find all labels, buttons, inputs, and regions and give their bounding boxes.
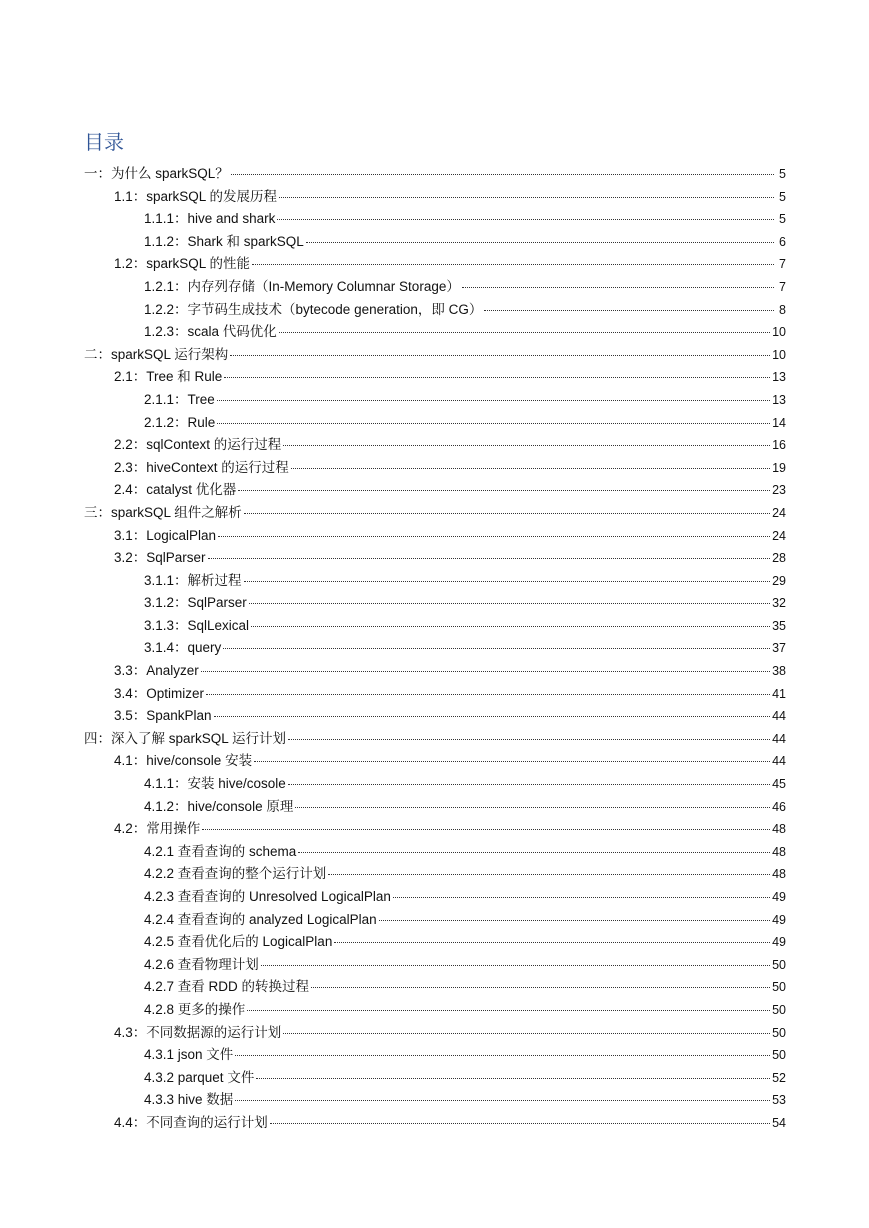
toc-dot-leader	[214, 715, 771, 717]
toc-entry[interactable]	[84, 479, 786, 502]
toc-entry-page-number: 13	[772, 392, 786, 407]
toc-entry[interactable]	[84, 163, 786, 186]
toc-entry-label: 4.3.3 hive 数据	[144, 1092, 234, 1108]
toc-entry[interactable]	[84, 705, 786, 728]
toc-entry-label: 1.2.2：字节码生成技术（bytecode generation，即 CG）	[144, 301, 483, 317]
toc-entry[interactable]	[84, 841, 786, 864]
toc-dot-leader	[288, 783, 770, 785]
toc-dot-leader	[288, 738, 770, 740]
toc-dot-leader	[252, 263, 774, 265]
toc-entry[interactable]	[84, 863, 786, 886]
toc-entry[interactable]	[84, 976, 786, 999]
toc-entry-label: 一：为什么 sparkSQL？	[84, 166, 229, 181]
toc-dot-leader	[217, 422, 770, 424]
toc-dot-leader	[202, 828, 770, 830]
toc-entry-label: 3.1.3：SqlLexical	[144, 617, 250, 633]
toc-entry[interactable]	[84, 1112, 786, 1135]
toc-entry[interactable]	[84, 502, 786, 525]
toc-entry[interactable]	[84, 750, 786, 773]
toc-entry[interactable]	[84, 796, 786, 819]
toc-dot-leader	[279, 196, 774, 198]
toc-entry[interactable]	[84, 683, 786, 706]
toc-entry[interactable]	[84, 186, 786, 209]
toc-dot-leader	[393, 896, 770, 898]
toc-entry[interactable]	[84, 773, 786, 796]
toc-entry-label: 1.1.1：hive and shark	[144, 211, 276, 227]
toc-dot-leader	[484, 309, 774, 311]
toc-entry-label: 2.4：catalyst 优化器	[114, 482, 237, 498]
toc-entry-page-number: 52	[772, 1070, 786, 1085]
toc-entry[interactable]	[84, 547, 786, 570]
toc-entry[interactable]	[84, 389, 786, 412]
toc-entry[interactable]	[84, 231, 786, 254]
toc-entry-page-number: 50	[772, 1048, 786, 1063]
toc-entry[interactable]	[84, 1044, 786, 1067]
toc-entry[interactable]	[84, 253, 786, 276]
toc-dot-leader	[256, 1077, 770, 1079]
toc-entry-page-number: 46	[772, 799, 786, 814]
toc-entry-page-number: 24	[772, 528, 786, 543]
toc-entry[interactable]	[84, 457, 786, 480]
toc-entry-label: 1.2.3：scala 代码优化	[144, 324, 277, 340]
toc-dot-leader	[279, 331, 770, 333]
toc-entry-label: 4.1.1：安装 hive/cosole	[144, 776, 286, 792]
toc-entry-page-number: 23	[772, 483, 786, 498]
toc-entry-page-number: 7	[779, 257, 786, 272]
toc-entry-label: 3.3：Analyzer	[114, 663, 199, 679]
toc-dot-leader	[334, 941, 770, 943]
toc-dot-leader	[379, 919, 770, 921]
toc-entry[interactable]	[84, 954, 786, 977]
toc-entry[interactable]	[84, 344, 786, 367]
toc-entry[interactable]	[84, 1089, 786, 1112]
toc-entry-page-number: 44	[772, 709, 786, 724]
toc-entry-label: 3.1.1：解析过程	[144, 572, 242, 588]
toc-entry[interactable]	[84, 321, 786, 344]
toc-entry-label: 3.1.4：query	[144, 640, 222, 656]
toc-entry-page-number: 14	[772, 415, 786, 430]
toc-entry-label: 4.2.6 查看物理计划	[144, 956, 259, 972]
toc-entry-label: 4.2：常用操作	[114, 821, 201, 837]
toc-entry-label: 1.2：sparkSQL 的性能	[114, 256, 251, 272]
toc-entry[interactable]	[84, 818, 786, 841]
toc-entry-label: 4.2.5 查看优化后的 LogicalPlan	[144, 934, 333, 950]
toc-entry[interactable]	[84, 999, 786, 1022]
toc-entry-label: 4.2.7 查看 RDD 的转换过程	[144, 979, 310, 995]
toc-entry-label: 4.3.1 json 文件	[144, 1047, 234, 1063]
toc-entry-page-number: 35	[772, 618, 786, 633]
toc-entry-label: 3.1：LogicalPlan	[114, 527, 217, 543]
toc-entry-page-number: 45	[772, 777, 786, 792]
toc-entry-label: 2.2：sqlContext 的运行过程	[114, 437, 282, 453]
toc-dot-leader	[295, 806, 770, 808]
toc-entry-page-number: 49	[772, 890, 786, 904]
toc-entry-label: 4.4：不同查询的运行计划	[114, 1114, 268, 1130]
toc-entry-page-number: 29	[772, 573, 786, 588]
toc-dot-leader	[223, 647, 770, 649]
toc-entry-label: 4.2.2 查看查询的整个运行计划	[144, 866, 327, 882]
toc-dot-leader	[270, 1122, 770, 1124]
toc-entry-label: 3.5：SpankPlan	[114, 708, 212, 724]
toc-entry-page-number: 49	[772, 935, 786, 950]
toc-entry-page-number: 50	[772, 1002, 786, 1017]
toc-entry-label: 2.3：hiveContext 的运行过程	[114, 459, 289, 475]
toc-entry-page-number: 48	[772, 822, 786, 837]
toc-dot-leader	[298, 851, 770, 853]
toc-entry-label: 4.2.1 查看查询的 schema	[144, 843, 297, 859]
toc-dot-leader	[283, 1032, 770, 1034]
toc-entry-page-number: 48	[772, 844, 786, 859]
toc-entry[interactable]	[84, 637, 786, 660]
toc-dot-leader	[230, 354, 770, 356]
toc-entry-page-number: 50	[772, 1025, 786, 1040]
toc-entry[interactable]	[84, 208, 786, 231]
toc-entry-page-number: 37	[772, 641, 786, 656]
toc-entry-page-number: 10	[772, 347, 786, 362]
toc-entry-page-number: 54	[772, 1115, 786, 1130]
toc-dot-leader	[231, 173, 774, 175]
toc-dot-leader	[201, 670, 770, 672]
toc-entry[interactable]	[84, 525, 786, 548]
toc-dot-leader	[224, 376, 770, 378]
toc-entry-label: 4.2.3 查看查询的 Unresolved LogicalPlan	[144, 889, 391, 904]
toc-entry-page-number: 13	[772, 370, 786, 385]
toc-entry-page-number: 10	[772, 325, 786, 340]
toc-entry-label: 4.2.4 查看查询的 analyzed LogicalPlan	[144, 911, 377, 927]
toc-entry-label: 2.1.2：Rule	[144, 414, 216, 430]
toc-entry-label: 3.1.2：SqlParser	[144, 595, 247, 611]
toc-dot-leader	[249, 602, 770, 604]
toc-entry-page-number: 8	[779, 302, 786, 317]
toc-entry-page-number: 50	[772, 980, 786, 995]
toc-list	[84, 163, 786, 1135]
toc-entry[interactable]	[84, 412, 786, 435]
toc-entry[interactable]	[84, 909, 786, 932]
toc-entry-page-number: 16	[772, 438, 786, 453]
toc-entry[interactable]	[84, 1022, 786, 1045]
toc-dot-leader	[235, 1054, 770, 1056]
toc-dot-leader	[306, 241, 774, 243]
toc-entry-label: 二：sparkSQL 运行架构	[84, 346, 229, 362]
toc-dot-leader	[208, 557, 771, 559]
toc-dot-leader	[206, 693, 770, 695]
toc-entry-page-number: 19	[772, 460, 786, 475]
toc-entry[interactable]	[84, 660, 786, 683]
toc-entry-page-number: 49	[772, 912, 786, 927]
toc-entry-page-number: 48	[772, 867, 786, 882]
toc-entry-page-number: 41	[772, 686, 786, 701]
toc-entry[interactable]	[84, 728, 786, 751]
toc-entry-label: 2.1：Tree 和 Rule	[114, 369, 223, 385]
toc-entry[interactable]	[84, 276, 786, 299]
toc-entry-label: 1.1：sparkSQL 的发展历程	[114, 188, 278, 204]
toc-dot-leader	[311, 986, 770, 988]
toc-entry-label: 3.4：Optimizer	[114, 685, 205, 701]
toc-entry-label: 4.2.8 更多的操作	[144, 1001, 246, 1017]
toc-entry-label: 1.2.1：内存列存储（In-Memory Columnar Storage）	[144, 278, 460, 294]
toc-entry-label: 2.1.1：Tree	[144, 391, 215, 407]
toc-dot-leader	[254, 760, 770, 762]
toc-entry-label: 三：sparkSQL 组件之解析	[84, 504, 242, 520]
toc-entry-label: 四：深入了解 sparkSQL 运行计划	[84, 730, 287, 746]
toc-entry-page-number: 5	[779, 167, 786, 181]
toc-dot-leader	[283, 444, 770, 446]
toc-entry[interactable]	[84, 886, 786, 909]
toc-entry-page-number: 32	[772, 596, 786, 611]
toc-entry-label: 1.1.2：Shark 和 sparkSQL	[144, 233, 304, 249]
toc-entry-label: 4.1：hive/console 安装	[114, 753, 253, 769]
toc-entry[interactable]	[84, 570, 786, 593]
toc-dot-leader	[462, 286, 774, 288]
toc-entry[interactable]	[84, 615, 786, 638]
toc-dot-leader	[235, 1099, 770, 1101]
toc-dot-leader	[291, 467, 770, 469]
toc-title: 目录	[84, 130, 124, 154]
toc-dot-leader	[328, 873, 770, 875]
toc-dot-leader	[277, 218, 774, 220]
toc-dot-leader	[244, 580, 771, 582]
toc-entry-page-number: 38	[772, 664, 786, 679]
toc-entry-page-number: 6	[779, 234, 786, 249]
toc-dot-leader	[261, 964, 770, 966]
toc-entry[interactable]	[84, 366, 786, 389]
toc-entry-label: 4.3：不同数据源的运行计划	[114, 1024, 282, 1040]
toc-dot-leader	[247, 1009, 770, 1011]
toc-entry-label: 3.2：SqlParser	[114, 550, 206, 566]
toc-entry[interactable]	[84, 299, 786, 322]
toc-entry[interactable]	[84, 931, 786, 954]
toc-entry-page-number: 7	[779, 279, 786, 294]
toc-entry[interactable]	[84, 1067, 786, 1090]
toc-dot-leader	[244, 512, 770, 514]
toc-entry-page-number: 24	[772, 505, 786, 520]
toc-dot-leader	[218, 535, 770, 537]
toc-entry-label: 4.3.2 parquet 文件	[144, 1069, 255, 1085]
toc-dot-leader	[251, 625, 770, 627]
toc-entry-page-number: 5	[779, 212, 786, 227]
toc-entry-page-number: 5	[779, 189, 786, 204]
toc-entry-page-number: 50	[772, 957, 786, 972]
toc-entry-label: 4.1.2：hive/console 原理	[144, 798, 294, 814]
toc-entry[interactable]	[84, 434, 786, 457]
toc-entry-page-number: 44	[772, 731, 786, 746]
toc-entry-page-number: 28	[772, 551, 786, 566]
toc-entry-page-number: 44	[772, 754, 786, 769]
toc-dot-leader	[238, 489, 770, 491]
toc-entry-page-number: 53	[772, 1093, 786, 1108]
toc-dot-leader	[217, 399, 770, 401]
toc-entry[interactable]	[84, 592, 786, 615]
